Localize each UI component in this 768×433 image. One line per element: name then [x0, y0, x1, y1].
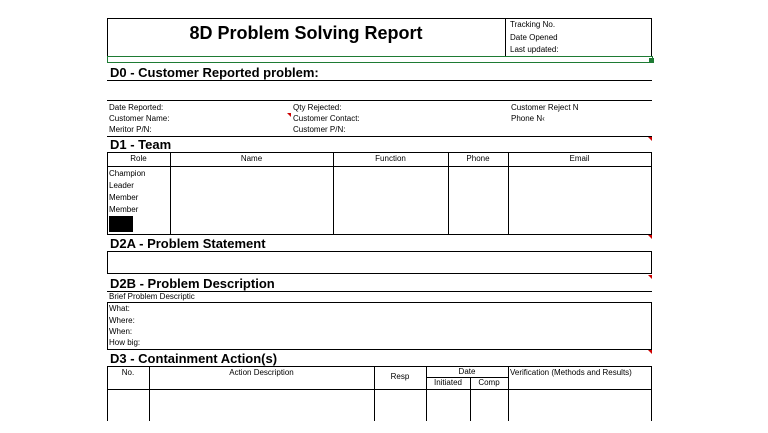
col-header-phone: Phone [466, 154, 490, 163]
col-header-date: Date [458, 367, 476, 376]
col-header-resp: Resp [390, 372, 410, 381]
date-opened-label: Date Opened [510, 33, 558, 42]
col-header-verification: Verification (Methods and Results) [510, 368, 632, 377]
fill-handle[interactable] [649, 58, 654, 63]
customer-name-label: Customer Name: [109, 114, 170, 123]
problem-statement-field[interactable] [108, 252, 651, 273]
col-header-initiated: Initiated [433, 378, 463, 387]
question-when: When: [109, 327, 133, 336]
page-title: 8D Problem Solving Report [189, 23, 423, 43]
customer-reject-label: Customer Reject N [511, 103, 579, 112]
question-what: What: [109, 304, 130, 313]
comment-indicator[interactable] [287, 113, 291, 117]
role-leader: Leader [109, 181, 134, 190]
d1-heading: D1 - Team [110, 137, 172, 152]
qty-rejected-label: Qty Rejected: [293, 103, 342, 112]
d2a-heading: D2A - Problem Statement [110, 236, 266, 251]
phone-no-label: Phone N‹ [511, 114, 545, 123]
comment-indicator[interactable] [648, 137, 652, 141]
date-reported-label: Date Reported: [109, 103, 164, 112]
comment-indicator[interactable] [648, 235, 652, 239]
col-header-name: Name [240, 154, 263, 163]
tracking-no-label: Tracking No. [510, 20, 556, 29]
last-updated-label: Last updated: [510, 45, 559, 54]
black-cell [109, 216, 133, 232]
d0-heading: D0 - Customer Reported problem: [110, 65, 319, 80]
role-champion: Champion [109, 169, 146, 178]
role-member: Member [109, 193, 139, 202]
col-header-function: Function [375, 154, 406, 163]
col-header-no: No. [121, 368, 135, 377]
customer-pn-label: Customer P/N: [293, 125, 346, 134]
d3-heading: D3 - Containment Action(s) [110, 351, 278, 366]
question-how-big: How big: [109, 338, 141, 347]
meritor-pn-label: Meritor P/N: [109, 125, 152, 134]
col-header-comp: Comp [478, 378, 500, 387]
d2b-heading: D2B - Problem Description [110, 276, 275, 291]
role-member: Member [109, 205, 139, 214]
question-where: Where: [109, 316, 135, 325]
brief-description-label: Brief Problem Descriptic [109, 292, 195, 301]
col-header-role: Role [130, 154, 147, 163]
col-header-email: Email [569, 154, 590, 163]
customer-contact-label: Customer Contact: [293, 114, 360, 123]
comment-indicator[interactable] [648, 275, 652, 279]
selected-cell[interactable] [107, 56, 653, 63]
col-header-action-description: Action Description [229, 368, 294, 377]
comment-indicator[interactable] [648, 350, 652, 354]
